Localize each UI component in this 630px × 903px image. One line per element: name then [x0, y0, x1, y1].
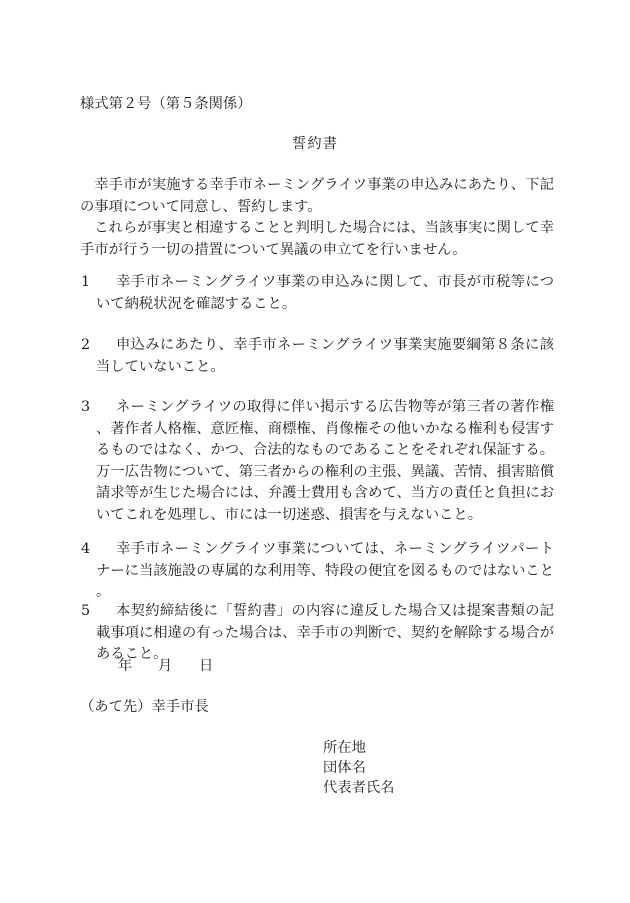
item-number: 3 — [81, 399, 91, 415]
pledge-item-1 — [80, 272, 554, 315]
addressee: （あて先）幸手市長 — [80, 699, 209, 715]
item-text: 幸手市ネーミングライツ事業の申込みに関して、市長が市税等について納税状況を確認すること。 — [96, 274, 554, 312]
item-text: 幸手市ネーミングライツ事業については、ネーミングライツパートナーに当該施設の専属的な利用等、特段の便宜を図るものではないこと。 — [96, 541, 554, 601]
item-text: ネーミングライツの取得に伴い掲示する広告物等が第三者の著作権、著作者人格権、意匠権、商標権、肖像権その他いかなる権利も侵害するものではなく、かつ、合法的なものであることをそれぞれ保証する。万一広告物について、第三者からの権利の主張、異議、苦情、損害賠償請求等が生じた場合には、弁護士費用も含めて、当方の責任と負担においてこれを処理し、市には一切迷惑、損害を与えないこと。 — [96, 399, 554, 523]
item-number: 4 — [81, 541, 91, 557]
date-day-label: 日 — [199, 658, 214, 674]
date-month-label: 月 — [158, 658, 173, 674]
item-text: 本契約締結後に「誓約書」の内容に違反した場合又は提案書類の記載事項に相違の有った場合は、幸手市の判断で、契約を解除する場合があること。 — [96, 603, 554, 663]
signature-field-representative: 代表者氏名 — [323, 780, 395, 796]
form-number: 様式第２号（第５条関係） — [80, 96, 252, 112]
date-line — [118, 656, 213, 678]
date-year-label: 年 — [118, 658, 133, 674]
item-number: 5 — [81, 603, 91, 619]
item-text: 申込みにあたり、幸手市ネーミングライツ事業実施要綱第８条に該当していないこと。 — [96, 337, 554, 375]
pledge-item-2 — [80, 335, 554, 378]
intro-paragraph-1: 幸手市が実施する幸手市ネーミングライツ事業の申込みにあたり、下記の事項について同意し、誓約します。 — [80, 177, 554, 215]
item-number: 1 — [81, 274, 91, 290]
item-number: 2 — [81, 337, 91, 353]
pledge-item-4 — [80, 539, 554, 604]
signature-field-organization: 団体名 — [323, 760, 366, 776]
document-title: 誓約書 — [292, 136, 338, 152]
signature-field-address: 所在地 — [323, 740, 366, 756]
intro-paragraph-2: これらが事実と相違することと判明した場合には、当該事実に関して幸手市が行う一切の措置について異議の申立てを行いません。 — [80, 220, 554, 258]
pledge-item-3 — [80, 397, 554, 527]
